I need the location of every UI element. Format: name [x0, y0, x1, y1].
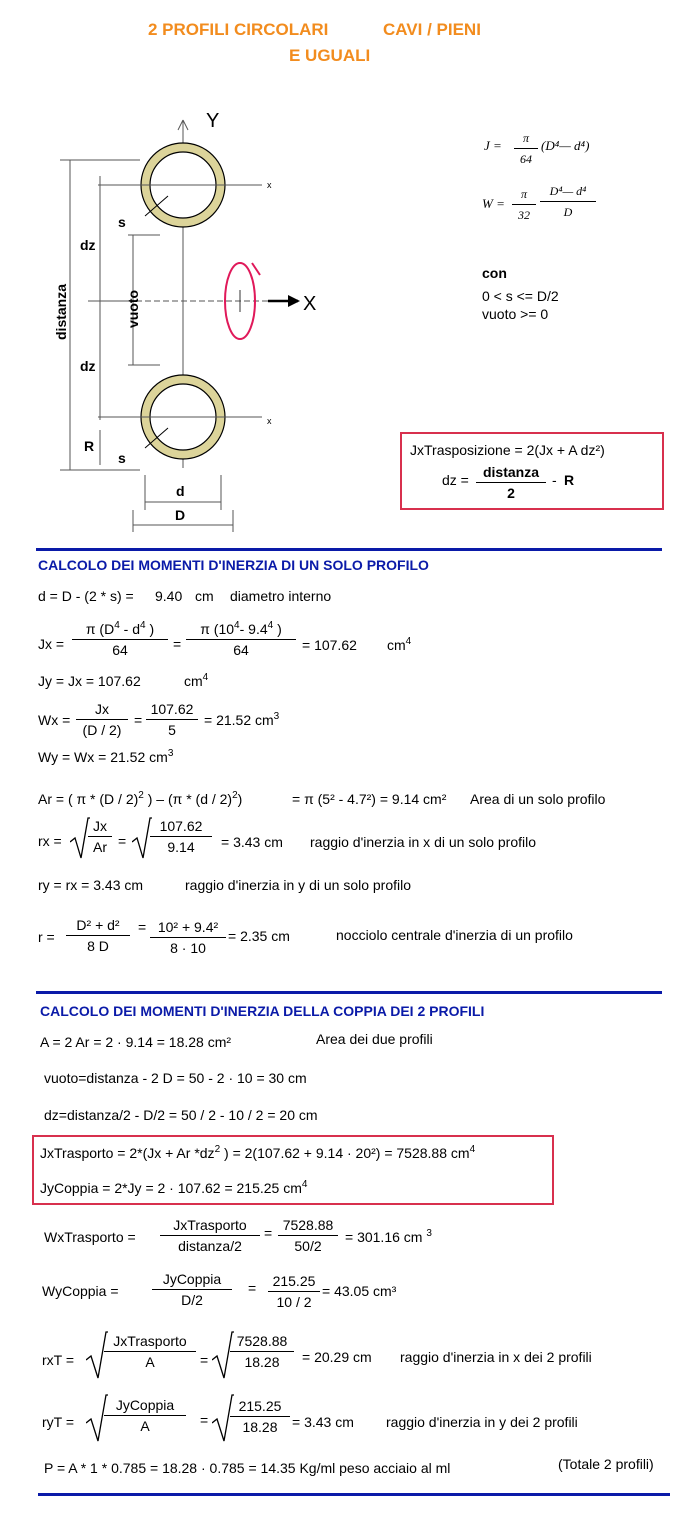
ryt-frac2: 215.25 18.28	[230, 1397, 290, 1436]
ryt-desc: raggio d'inerzia in y dei 2 profili	[386, 1414, 578, 1430]
D-label: D	[175, 507, 186, 523]
con-label: con	[482, 265, 507, 281]
sqrt-icon	[132, 816, 152, 860]
ryt-result: = 3.43 cm	[292, 1414, 354, 1430]
condition-vuoto: vuoto >= 0	[482, 306, 549, 322]
p-desc: (Totale 2 profili)	[558, 1456, 654, 1472]
rx-result: = 3.43 cm	[221, 834, 283, 850]
formula-w-lhs: W =	[482, 196, 505, 211]
x-axis-label: X	[303, 293, 317, 315]
d-value: 9.40	[155, 588, 183, 604]
d-unit: cm	[195, 588, 214, 604]
wyc-eq: =	[248, 1280, 257, 1296]
rx-eq: =	[118, 833, 127, 849]
wx-result: = 21.52 $cm^3$	[204, 711, 280, 728]
rx-desc: raggio d'inerzia in x di un solo profilo	[310, 834, 537, 850]
title-line1b: CAVI / PIENI	[383, 20, 481, 39]
rxt-result: = 20.29 cm	[302, 1349, 372, 1365]
d-desc: diametro interno	[230, 588, 332, 604]
section2-header: CALCOLO DEI MOMENTI D'INERZIA DELLA COPPIA DEI 2 PROFILI	[40, 1003, 485, 1019]
jy-coppia: JyCoppia = 2*Jy = 2 · 107.62 = 215.25 $cm^4$	[40, 1179, 308, 1196]
wyc-frac1: JyCoppia D/2	[152, 1270, 232, 1309]
jx-trasposizione: JxTrasposizione = 2(Jx + A dz²)	[410, 442, 605, 458]
jx-lhs: Jx =	[38, 636, 65, 652]
box-r: R	[564, 472, 575, 488]
wx-eq: =	[134, 712, 143, 728]
wxt-frac1: JxTrasporto distanza/2	[160, 1216, 260, 1255]
jx-frac1: π ($D^4 - d^4$ ) 64	[72, 620, 168, 659]
r-lhs: r =	[38, 929, 55, 945]
r-result: = 2.35 cm	[228, 928, 290, 944]
p-formula: P = A * 1 * 0.785 = 18.28 · 0.785 = 14.35 Kg/ml peso acciaio al ml	[44, 1460, 451, 1476]
jx-result: = 107.62	[302, 637, 357, 653]
formula-j-lhs: J =	[484, 138, 502, 153]
ar-formula: Ar = ( π * (D / 2)$^2$ ) – (π * (d / 2)$^2$)	[38, 790, 243, 807]
d-formula: d = D - (2 * s) =	[38, 588, 134, 604]
sqrt-icon	[70, 816, 90, 860]
r-label: R	[84, 438, 95, 454]
s-label-upper: s	[118, 214, 126, 230]
rx-frac1: Jx Ar	[88, 817, 112, 856]
wx-frac1: Jx (D / 2)	[76, 700, 128, 739]
wxt-result: = 301.16 cm $^3$	[345, 1228, 432, 1245]
jx-trasporto: JxTrasporto = 2*(Jx + Ar $*dz^2$ ) = 2(107.62 + 9.14 · 20²) = 7528.88 $cm^4$	[40, 1144, 476, 1161]
box-dz-frac: distanza 2	[476, 463, 546, 502]
jy-unit: $cm^4$	[184, 672, 209, 689]
s-label-lower: s	[118, 450, 126, 466]
section1-rule	[36, 548, 662, 551]
jx-unit: $cm^4$	[387, 636, 412, 653]
box-minus: -	[552, 472, 557, 488]
rxt-frac1: JxTrasporto A	[104, 1332, 196, 1371]
jx-frac2: π ($10^4-$ $9.4^4$ ) 64	[186, 620, 296, 659]
wxt-lhs: WxTrasporto =	[44, 1229, 136, 1245]
section2-rule	[36, 991, 662, 994]
formula-w-frac2: D⁴— d⁴ D	[540, 182, 596, 221]
wyc-lhs: WyCoppia =	[42, 1283, 119, 1299]
a-desc: Area dei due profili	[316, 1031, 433, 1047]
y-axis-label: Y	[206, 110, 220, 132]
section1-header: CALCOLO DEI MOMENTI D'INERZIA DI UN SOLO PROFILO	[38, 557, 429, 573]
wx-lhs: Wx =	[38, 712, 71, 728]
r-eq: =	[138, 919, 147, 935]
distanza-label: distanza	[53, 283, 69, 340]
rxt-lhs: rxT =	[42, 1352, 75, 1368]
a-formula: A = 2 Ar = 2 · 9.14 = 18.28 cm²	[40, 1034, 232, 1050]
dz-label-upper: dz	[80, 237, 96, 253]
wy-formula: Wy = Wx = 21.52 $cm^3$	[38, 748, 174, 765]
wxt-eq: =	[264, 1225, 273, 1241]
r-frac1: D² + d² 8 D	[66, 916, 130, 955]
formula-j-rest: (D⁴— d⁴)	[541, 138, 590, 153]
ryt-lhs: ryT =	[42, 1414, 75, 1430]
section2-end-rule	[38, 1493, 670, 1496]
title-line1a: 2 PROFILI CIRCOLARI	[148, 20, 329, 39]
vuoto-label: vuoto	[125, 289, 141, 328]
jy-formula: Jy = Jx = 107.62	[38, 673, 141, 689]
profiles-diagram	[0, 100, 380, 540]
ar-result: = π (5² - 4.7²) = 9.14 cm²	[292, 791, 447, 807]
r-frac2: 10² + 9.4² 8 · 10	[150, 918, 226, 957]
small-x-lower: x	[267, 416, 272, 426]
rxt-frac2: 7528.88 18.28	[230, 1332, 294, 1371]
wyc-frac2: 215.25 10 / 2	[268, 1272, 320, 1311]
d-label: d	[176, 483, 185, 499]
small-x-upper: x	[267, 180, 272, 190]
wyc-result: = 43.05 cm³	[322, 1283, 397, 1299]
rx-lhs: rx =	[38, 833, 62, 849]
title-line2: E UGUALI	[289, 46, 371, 65]
vuoto-formula: vuoto=distanza - 2 D = 50 - 2 · 10 = 30 cm	[44, 1070, 307, 1086]
condition-s: 0 < s <= D/2	[482, 288, 559, 304]
ryt-eq: =	[200, 1412, 209, 1428]
jx-eq: =	[173, 636, 182, 652]
rx-frac2: 107.62 9.14	[150, 817, 212, 856]
rxt-desc: raggio d'inerzia in x dei 2 profili	[400, 1349, 592, 1365]
formula-w-frac: π 32	[512, 185, 536, 224]
ry-formula: ry = rx = 3.43 cm	[38, 877, 144, 893]
wx-frac2: 107.62 5	[146, 700, 198, 739]
ar-desc: Area di un solo profilo	[470, 791, 606, 807]
dz-formula: dz=distanza/2 - D/2 = 50 / 2 - 10 / 2 = 20 cm	[44, 1107, 318, 1123]
rxt-eq: =	[200, 1352, 209, 1368]
box-dz-lhs: dz =	[442, 472, 469, 488]
ryt-frac1: JyCoppia A	[104, 1396, 186, 1435]
r-desc: nocciolo centrale d'inerzia di un profilo	[336, 927, 573, 943]
wxt-frac2: 7528.88 50/2	[278, 1216, 338, 1255]
ry-desc: raggio d'inerzia in y di un solo profilo	[185, 877, 412, 893]
dz-label-lower: dz	[80, 358, 96, 374]
formula-j-frac: π 64	[514, 129, 538, 168]
